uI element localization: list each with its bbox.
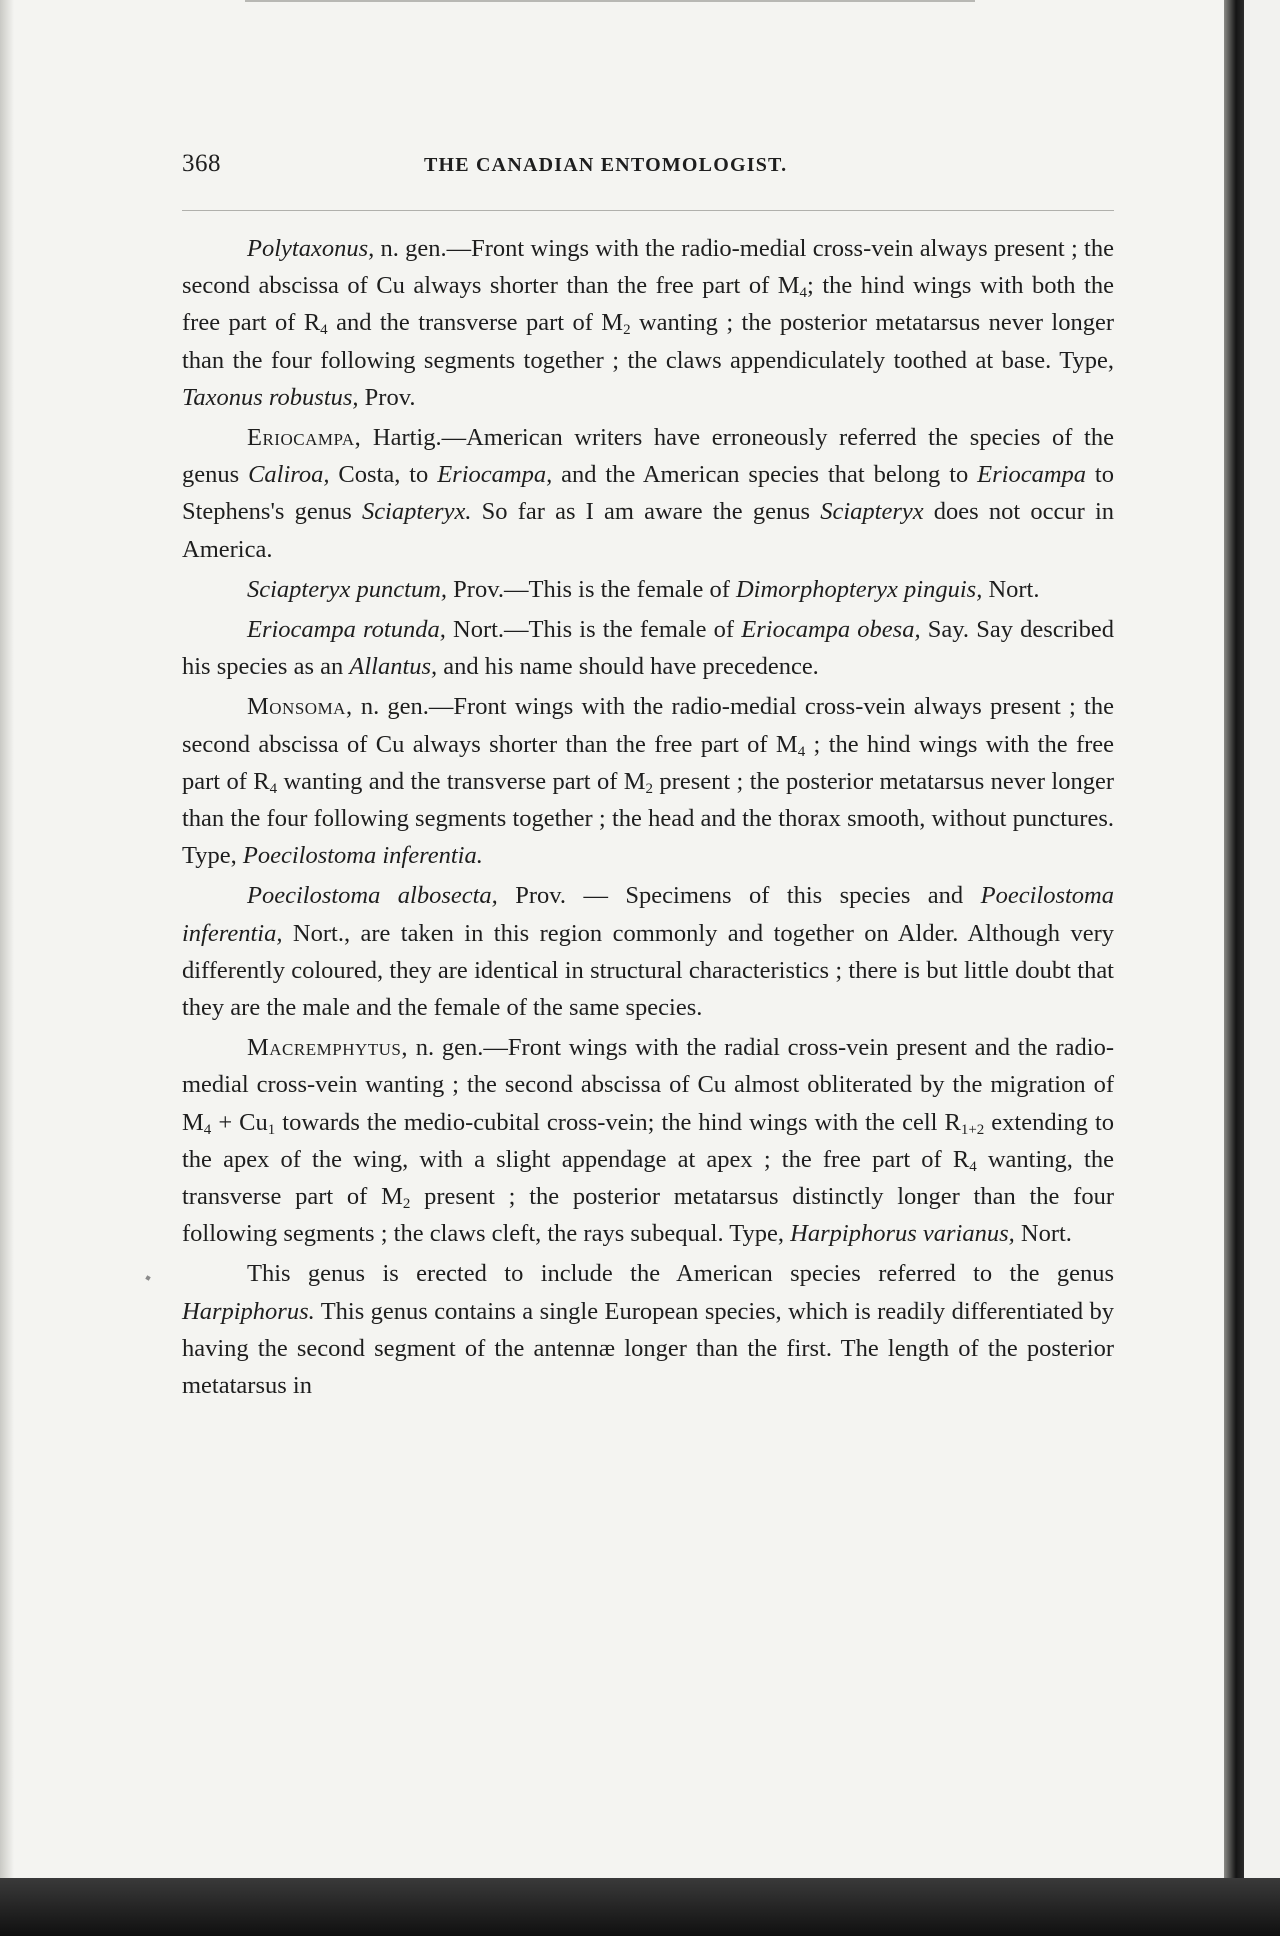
text-run: ; the hind wings with both the free part of R [182, 272, 1115, 337]
subscript: 1+2 [960, 1121, 985, 1138]
text-run: ; the hind wings with the free part of R [182, 730, 1115, 795]
paragraph-monsoma [182, 688, 1114, 874]
text-run: Nort. [982, 575, 1040, 603]
subscript: 4 [799, 285, 808, 302]
subscript: 4 [269, 780, 278, 797]
text-run: Costa, to [329, 461, 438, 489]
text-run: to Stephens's genus [182, 461, 1114, 526]
paragraph-eriocampa [182, 419, 1114, 568]
italic-text: Poecilostoma inferentia. [242, 842, 483, 870]
text-run: wanting and the transverse part of M [277, 767, 646, 795]
subscript: 2 [645, 780, 654, 797]
text-run: n. gen.—Front wings with the radio-medial cross-vein always present ; the second abscissa of Cu always shorter than the free part of M [182, 693, 1114, 758]
text-run: present ; the posterior metatarsus distinctly longer than the four following segments ; the claws cleft, the rays subequal. Type, [182, 1183, 1114, 1248]
text-run: Nort., are taken in this region commonly and together on Alder. Although very differently coloured, they are identical in structural characteristics ; there is but little doubt that they are the male and the female of the same species. [182, 919, 1114, 1022]
page-number: 368 [182, 150, 221, 177]
text-run: wanting, the transverse part of M [182, 1145, 1114, 1211]
page-gutter-shadow [0, 0, 14, 1878]
italic-text: Harpiphorus varianus, [790, 1220, 1015, 1248]
text-run: Prov. [358, 383, 416, 411]
italic-text: Dimorphopteryx pinguis, [735, 575, 983, 603]
italic-text: Harpiphorus. [182, 1297, 315, 1325]
body-text [182, 230, 1114, 1404]
journal-title: THE CANADIAN ENTOMOLOGIST. [424, 154, 788, 176]
next-page-edge [1244, 0, 1280, 1878]
subscript: 4 [203, 1121, 212, 1138]
text-run: and the American species that belong to [552, 461, 978, 489]
text-run: Nort. [1014, 1220, 1072, 1248]
top-edge-rule [245, 0, 975, 2]
text-run: This genus is erected to include the American species referred to the genus [247, 1260, 1114, 1288]
text-run: + Cu [211, 1108, 268, 1136]
subscript: 1 [267, 1121, 276, 1138]
text-run: n. gen.—Front wings with the radial cross-vein present and the radio-medial cross-vein wanting ; the second abscissa of Cu almost obliterated by the migration of M [182, 1034, 1114, 1136]
paragraph-poecilostoma [182, 877, 1114, 1026]
italic-text: Sciapteryx. [361, 498, 472, 526]
genus-heading: Eriocampa, [247, 424, 362, 452]
text-run: n. gen.—Front wings with the radio-medial cross-vein always present ; the second abscissa of Cu always shorter than the free part of M [182, 235, 1114, 300]
italic-text: Eriocampa, [437, 461, 553, 489]
italic-text: Allantus, [349, 653, 438, 681]
italic-text: Sciapteryx punctum, [247, 575, 448, 603]
text-run: Hartig.—American writers have erroneously referred the species of the genus [182, 424, 1114, 489]
genus-heading: Macremphytus, [247, 1034, 408, 1062]
paragraph-eriocampa-rotunda [182, 611, 1114, 685]
subscript: 4 [320, 322, 328, 339]
italic-text: Polytaxonus, [247, 235, 375, 262]
italic-text: Eriocampa rotunda, [247, 616, 446, 644]
text-run: Prov.—This is the female of [447, 575, 736, 603]
paragraph-polytaxonus [182, 230, 1114, 416]
scan-bottom-border [0, 1878, 1280, 1936]
italic-text: Taxonus robustus, [182, 383, 359, 411]
text-run: Say. Say described his species as an [182, 616, 1114, 681]
subscript: 4 [969, 1158, 977, 1175]
text-run: Nort.—This is the female of [445, 616, 742, 644]
running-header [182, 150, 1114, 186]
italic-text: Poecilostoma inferentia, [182, 882, 1114, 947]
paragraph-macremphytus [182, 1029, 1114, 1252]
genus-heading: Monsoma, [247, 693, 353, 721]
subscript: 4 [797, 743, 806, 760]
text-run: and the transverse part of M [327, 309, 624, 337]
paragraph-genus-note [182, 1255, 1114, 1404]
text-run: does not occur in America. [182, 498, 1114, 563]
text-run: extending to the apex of the wing, with a slight appendage at apex ; the free part of R [182, 1108, 1114, 1173]
subscript: 2 [402, 1196, 411, 1213]
paragraph-sciapteryx [182, 571, 1114, 608]
italic-text: Eriocampa obesa, [741, 616, 921, 644]
text-run: present ; the posterior metatarsus never longer than the four following segments together ; the head and the thorax smooth, without punctures. Type, [182, 767, 1114, 870]
text-run: This genus contains a single European species, which is readily differentiated by having the second segment of the antennæ longer than the first. The length of the posterior metatarsus in [182, 1297, 1114, 1400]
text-run: wanting ; the posterior metatarsus never longer than the four following segments together ; the claws appendiculately toothed at base. Type, [182, 309, 1115, 374]
italic-text: Caliroa, [248, 461, 330, 489]
subscript: 2 [623, 322, 631, 339]
italic-text: Sciapteryx [820, 498, 924, 526]
italic-text: Poecilostoma albosecta, [247, 882, 498, 910]
text-run: and his name should have precedence. [437, 653, 819, 681]
text-run: towards the medio-cubital cross-vein; the hind wings with the cell R [275, 1108, 961, 1136]
text-run: So far as I am aware the genus [471, 498, 821, 526]
text-run: Prov. — Specimens of this species and [497, 882, 981, 910]
header-rule [182, 210, 1114, 211]
binding-edge [1224, 0, 1244, 1878]
italic-text: Eriocampa [977, 461, 1087, 489]
